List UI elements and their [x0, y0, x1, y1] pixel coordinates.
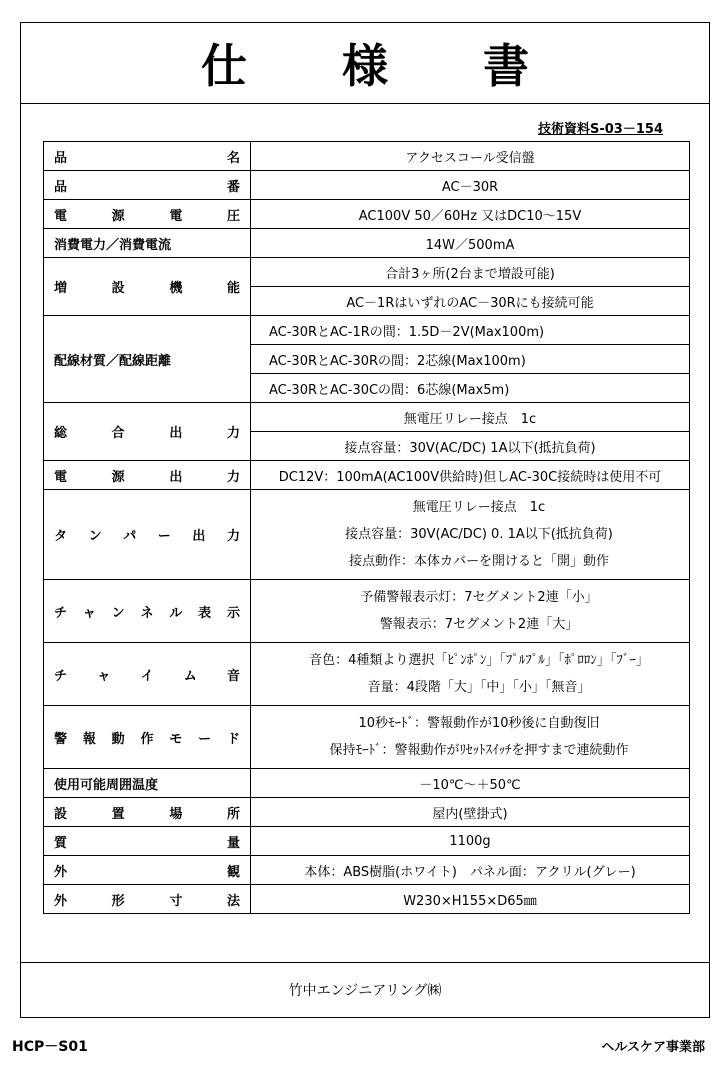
spec-value: AC100V 50／60Hz 又はDC10～15V [251, 200, 690, 229]
spec-value: AC-30RとAC-30Rの間：2芯線(Max100m) [251, 345, 690, 374]
spec-label-char: 電 [54, 469, 68, 485]
spec-label-char: パ [123, 529, 137, 544]
department-name: ヘルスケア事業部 [601, 1040, 705, 1055]
spec-row [44, 706, 690, 769]
spec-value [251, 580, 690, 643]
title-char-2: 様 [342, 39, 388, 93]
spec-label-char: ー [157, 529, 171, 544]
spec-label-char: チ [54, 605, 68, 621]
spec-label-char: 源 [111, 469, 125, 485]
spec-value-line: 無電圧リレー接点 1c [412, 500, 546, 515]
spec-label-char: 所 [226, 806, 240, 822]
spec-label-char: 動 [111, 731, 125, 747]
spec-label-char: 警 [54, 731, 68, 747]
spec-label [44, 229, 251, 258]
spec-label-char: モ [169, 731, 183, 747]
spec-label-char: 配線材質／配線距離 [54, 353, 172, 369]
company-footer [21, 962, 709, 1017]
spec-label-char: 能 [226, 281, 240, 296]
spec-value [251, 706, 690, 769]
spec-value: アクセスコール受信盤 [251, 142, 690, 171]
spec-row [44, 461, 690, 490]
spec-label-char: タ [54, 529, 68, 544]
spec-value: 1100g [251, 827, 690, 856]
spec-label-char: ン [111, 605, 125, 621]
spec-label-char: ャ [97, 668, 111, 684]
spec-value: AC－30R [251, 171, 690, 200]
spec-row [44, 798, 690, 827]
spec-label-char: 法 [226, 893, 240, 909]
spec-label-char: 外 [54, 893, 68, 909]
title-char-3: 書 [483, 39, 529, 93]
spec-label-char: ャ [82, 605, 96, 621]
spec-value: AC-30RとAC-1Rの間：1.5D－2V(Max100m) [251, 316, 690, 345]
title-box [21, 23, 709, 104]
spec-value-line: 接点容量：30V(AC/DC) 0. 1A以下(抵抗負荷) [345, 527, 613, 542]
spec-label-char: 名 [226, 150, 240, 166]
spec-row [44, 856, 690, 885]
spec-value: 14W／500mA [251, 229, 690, 258]
spec-row [44, 490, 690, 580]
spec-label-char: ル [169, 605, 183, 621]
spec-value: AC-30RとAC-30Cの間：6芯線(Max5m) [251, 374, 690, 403]
spec-label-char: 示 [226, 605, 240, 621]
company-name: 竹中エンジニアリング㈱ [288, 983, 442, 999]
spec-label-char: 合 [111, 426, 125, 441]
spec-label [44, 798, 251, 827]
document-number: 技術資料S-03－154 [538, 122, 663, 137]
spec-label [44, 827, 251, 856]
spec-label [44, 856, 251, 885]
spec-label [44, 142, 251, 171]
spec-value-line: 音色：4種類より選択「ﾋﾟﾝﾎﾟﾝ」「ﾌﾟﾙﾌﾟﾙ」「ﾎﾟﾛﾛﾝ」「ﾌﾞｰ」 [309, 653, 649, 668]
spec-label [44, 885, 251, 914]
document-frame [20, 22, 710, 1018]
spec-row [44, 403, 690, 432]
spec-label-char: 質 [54, 835, 68, 851]
spec-label-char: 品 [54, 150, 68, 166]
spec-label-char: 場 [169, 806, 183, 822]
spec-row [44, 316, 690, 345]
spec-value: W230×H155×D65㎜ [251, 885, 690, 914]
spec-row [44, 142, 690, 171]
spec-row [44, 643, 690, 706]
spec-label [44, 258, 251, 316]
spec-row [44, 229, 690, 258]
spec-label-char: 消費電力／消費電流 [54, 237, 172, 253]
spec-label-char: ネ [140, 605, 154, 621]
spec-table [43, 141, 690, 914]
spec-label-char: チ [54, 668, 68, 684]
spec-label-char: 設 [111, 281, 125, 296]
spec-value-line: 接点動作：本体カバーを開けると「開」動作 [348, 554, 609, 569]
spec-value: AC－1RはいずれのAC－30Rにも接続可能 [251, 287, 690, 316]
spec-label [44, 706, 251, 769]
spec-label-char: 機 [169, 281, 183, 296]
spec-label-char: 置 [111, 806, 125, 822]
spec-label-char: 力 [226, 529, 240, 544]
spec-value: 接点容量：30V(AC/DC) 1A以下(抵抗負荷) [251, 432, 690, 461]
spec-label [44, 461, 251, 490]
spec-label-char: 力 [226, 426, 240, 441]
spec-label-char: 総 [54, 426, 68, 441]
spec-value: 合計3ヶ所(2台まで増設可能) [251, 258, 690, 287]
spec-value [251, 643, 690, 706]
spec-label [44, 490, 251, 580]
spec-label [44, 769, 251, 798]
spec-row [44, 171, 690, 200]
spec-value-line: 音量：4段階「大」「中」「小」「無音」 [367, 680, 591, 695]
spec-label [44, 171, 251, 200]
spec-row [44, 769, 690, 798]
spec-value-line: 予備警報表示灯：7セグメント2連「小」 [360, 590, 598, 605]
title-char-1: 仕 [201, 39, 247, 93]
spec-label-char: イ [140, 668, 154, 684]
spec-label-char: 報 [82, 731, 96, 747]
spec-label-char: 力 [226, 469, 240, 485]
spec-label-char: 表 [198, 605, 212, 621]
spec-label-char: 音 [226, 668, 240, 684]
spec-value-line: 保持ﾓｰﾄﾞ：警報動作がﾘｾｯﾄｽｲｯﾁを押すまで連続動作 [329, 743, 629, 758]
spec-label-char: ー [198, 731, 212, 747]
spec-label-char: 出 [169, 469, 183, 485]
spec-label [44, 316, 251, 403]
spec-label [44, 200, 251, 229]
spec-value: 無電圧リレー接点 1c [251, 403, 690, 432]
spec-label-char: 増 [54, 281, 68, 296]
spec-row [44, 258, 690, 287]
spec-label-char: 出 [192, 529, 206, 544]
spec-value: DC12V：100mA(AC100V供給時)但しAC-30C接続時は使用不可 [251, 461, 690, 490]
spec-label-char: ム [183, 668, 197, 684]
spec-label-char: 源 [111, 208, 125, 224]
spec-label-char: 観 [226, 864, 240, 880]
spec-value-line: 10秒ﾓｰﾄﾞ：警報動作が10秒後に自動復旧 [358, 716, 600, 731]
spec-label-char: 使用可能周囲温度 [54, 777, 159, 793]
spec-value: 屋内(壁掛式) [251, 798, 690, 827]
spec-label-char: 電 [169, 208, 183, 224]
spec-label-char: 出 [169, 426, 183, 441]
spec-label-char: ン [88, 529, 102, 544]
spec-label-char: ド [226, 731, 240, 747]
spec-label-char: 外 [54, 864, 68, 880]
spec-row [44, 885, 690, 914]
spec-label-char: 品 [54, 179, 68, 195]
spec-label-char: 形 [111, 893, 125, 909]
spec-label [44, 403, 251, 461]
form-code: HCP－S01 [12, 1039, 88, 1055]
spec-row [44, 580, 690, 643]
spec-value: －10℃～＋50℃ [251, 769, 690, 798]
spec-label-char: 番 [226, 179, 240, 195]
spec-row [44, 200, 690, 229]
spec-label-char: 設 [54, 806, 68, 822]
spec-label [44, 643, 251, 706]
spec-row [44, 827, 690, 856]
spec-label-char: 電 [54, 208, 68, 224]
spec-label-char: 寸 [169, 893, 183, 909]
spec-value [251, 490, 690, 580]
spec-value-line: 警報表示：7セグメント2連「大」 [379, 617, 579, 632]
spec-label-char: 圧 [226, 208, 240, 224]
spec-label [44, 580, 251, 643]
spec-value: 本体：ABS樹脂(ホワイト) パネル面：アクリル(グレー) [251, 856, 690, 885]
spec-label-char: 量 [226, 835, 240, 851]
spec-label-char: 作 [140, 731, 154, 747]
